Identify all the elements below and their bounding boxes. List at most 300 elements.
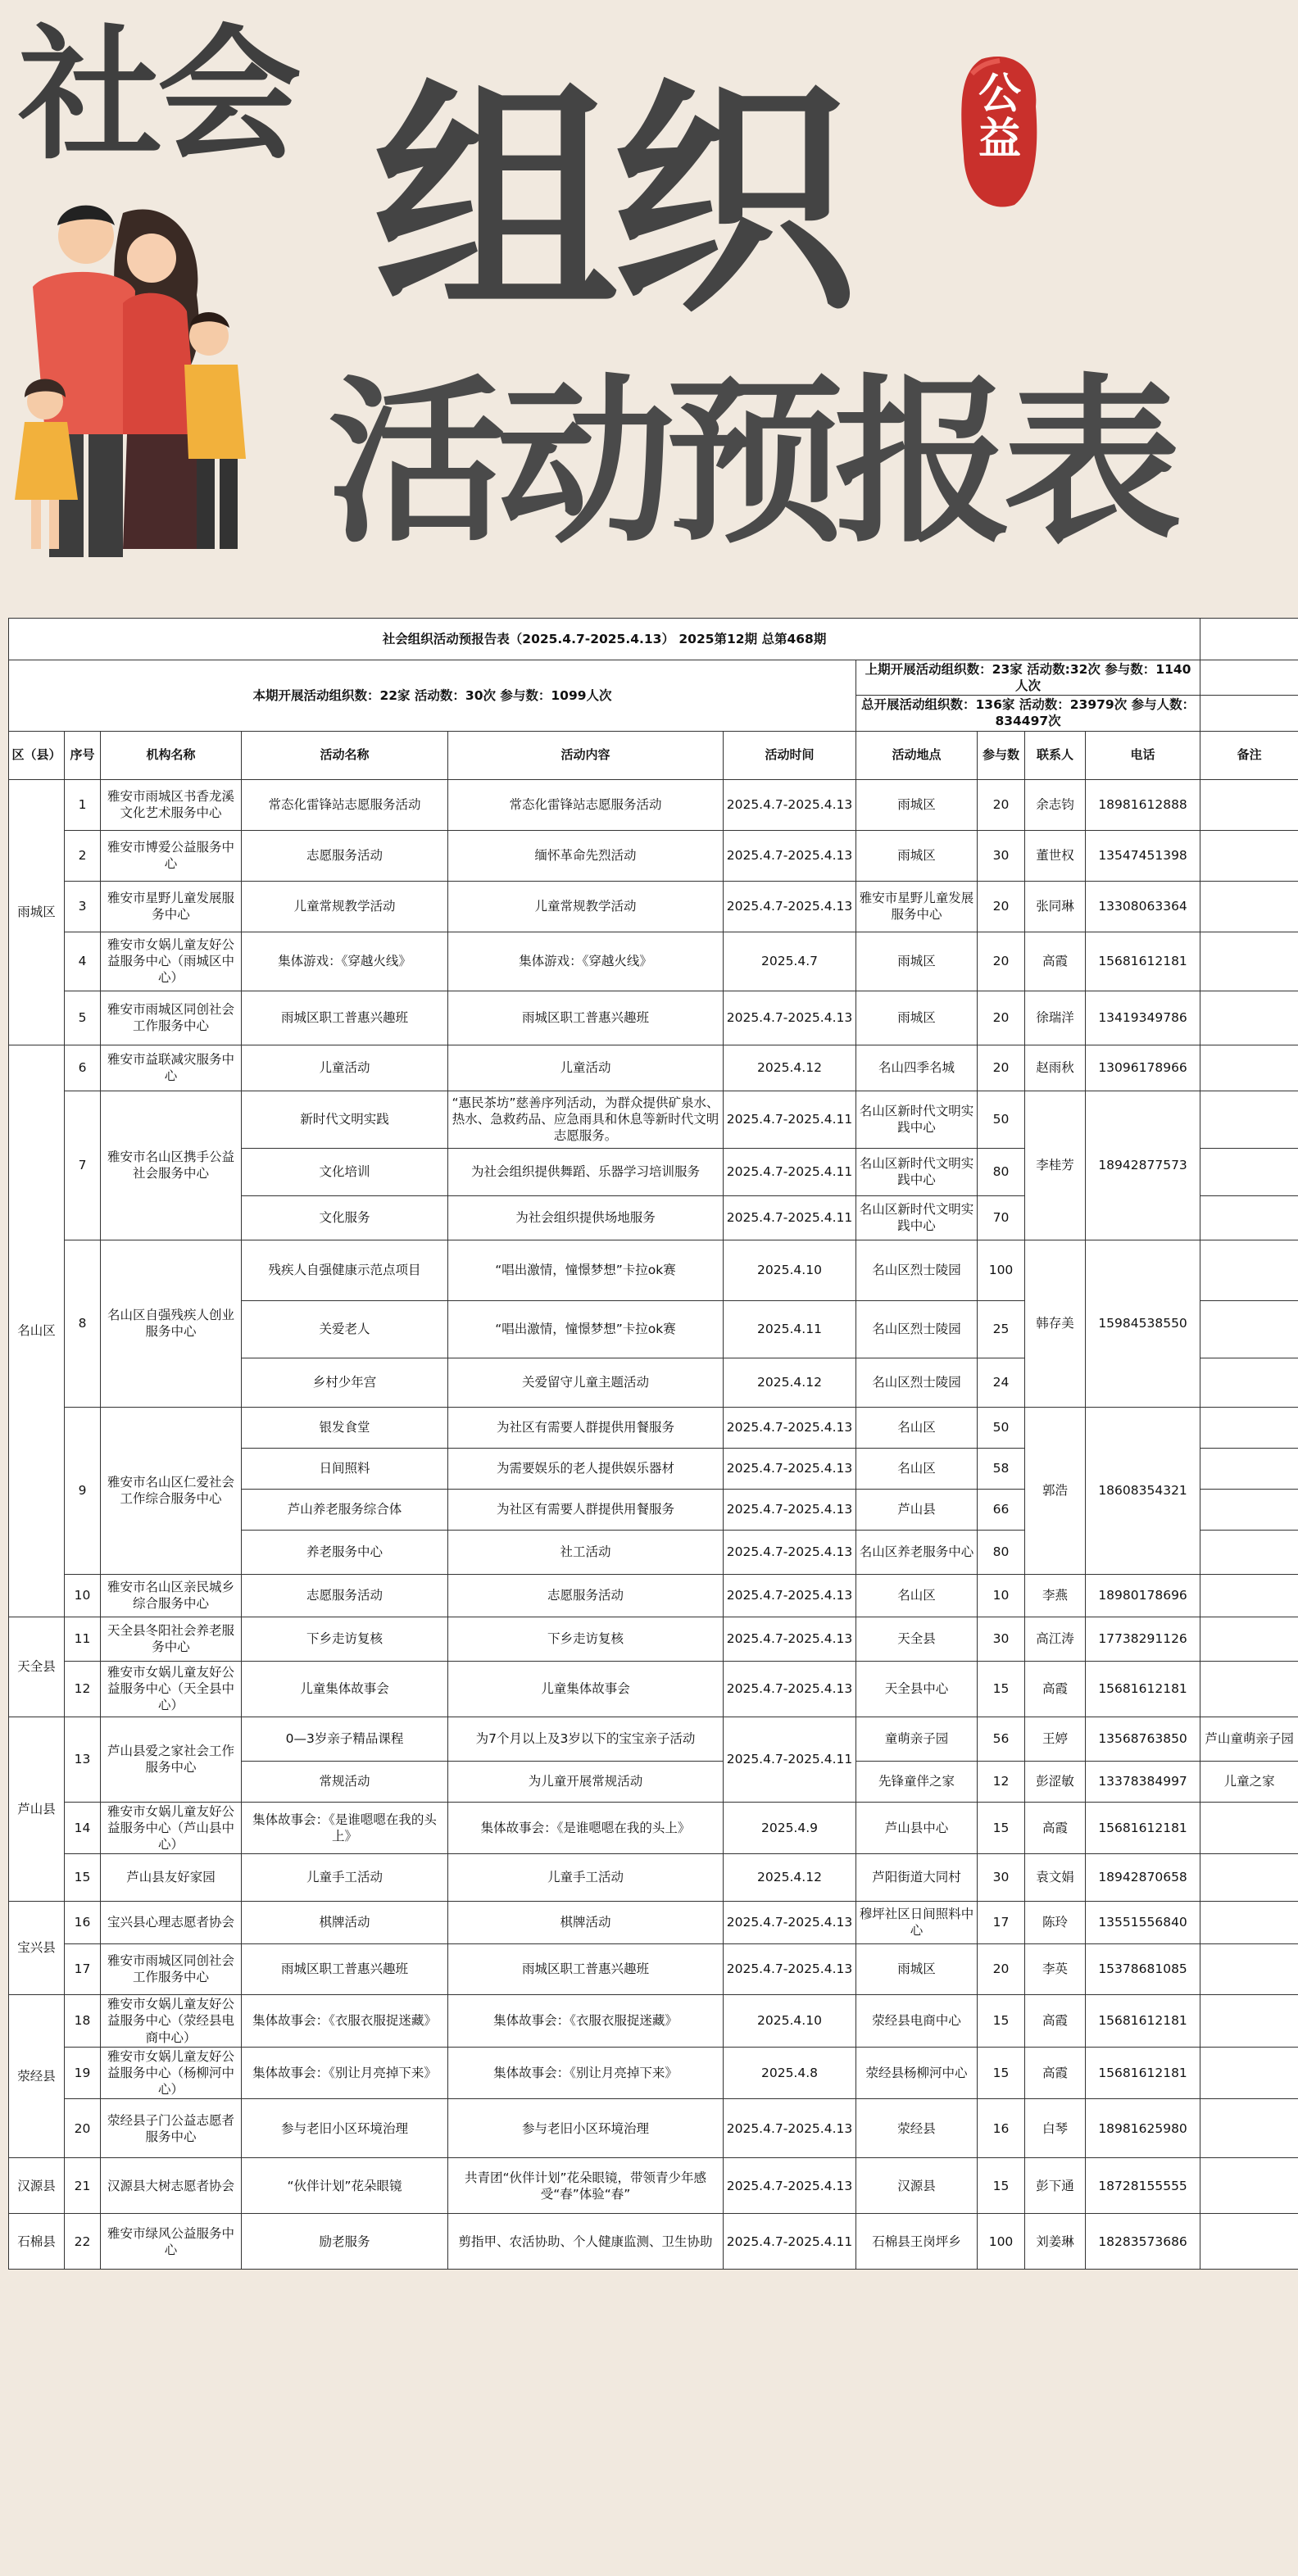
table-cell: 19	[65, 2047, 101, 2098]
table-cell: 儿童手工活动	[242, 1853, 448, 1901]
table-cell	[1200, 1617, 1298, 1661]
table-cell: 天全县	[9, 1617, 65, 1717]
table-cell: 石棉县	[9, 2214, 65, 2270]
table-cell: 雅安市女娲儿童友好公益服务中心（天全县中心）	[101, 1661, 242, 1717]
table-row	[9, 932, 1298, 991]
table-cell: 社工活动	[448, 1530, 724, 1574]
table-cell: 50	[978, 1091, 1025, 1148]
table-cell: 为需要娱乐的老人提供娱乐器材	[448, 1448, 724, 1489]
table-cell: 荥经县子门公益志愿者服务中心	[101, 2099, 242, 2158]
table-cell: 高霞	[1025, 2047, 1086, 2098]
table-cell: 李英	[1025, 1943, 1086, 1994]
table-cell: 文化服务	[242, 1195, 448, 1240]
table-cell: 30	[978, 830, 1025, 881]
table-cell: 缅怀革命先烈活动	[448, 830, 724, 881]
table-row	[9, 1943, 1298, 1994]
table-cell: 雅安市星野儿童发展服务中心	[101, 881, 242, 932]
table-cell: 天全县中心	[856, 1661, 978, 1717]
table-cell: 13547451398	[1086, 830, 1200, 881]
table-cell: 15	[978, 2047, 1025, 2098]
report-table	[8, 618, 1298, 2270]
table-cell: 雅安市名山区亲民城乡综合服务中心	[101, 1574, 242, 1617]
table-cell: 2025.4.7-2025.4.11	[724, 2214, 856, 2270]
table-cell: 童萌亲子园	[856, 1717, 978, 1761]
title-huodong-yubaobiao: 活动预报表	[328, 357, 1172, 567]
table-cell: 雅安市女娲儿童友好公益服务中心（雨城区中心）	[101, 932, 242, 991]
table-cell: 汉源县大树志愿者协会	[101, 2158, 242, 2214]
table-row	[9, 1407, 1298, 1448]
table-cell: 袁文娟	[1025, 1853, 1086, 1901]
summary-current: 本期开展活动组织数：22家 活动数：30次 参与数：1099人次	[9, 660, 856, 732]
table-cell: 3	[65, 881, 101, 932]
table-cell: 荥经县杨柳河中心	[856, 2047, 978, 2098]
table-cell: 刘姜琳	[1025, 2214, 1086, 2270]
table-cell: 王婷	[1025, 1717, 1086, 1761]
table-cell: 15681612181	[1086, 932, 1200, 991]
table-cell: 11	[65, 1617, 101, 1661]
table-cell: 名山区	[856, 1448, 978, 1489]
table-cell	[1200, 1148, 1298, 1195]
col-header: 电话	[1086, 731, 1200, 779]
table-cell: 集体故事会：《衣服衣服捉迷藏》	[448, 1994, 724, 2047]
table-cell: 荥经县	[9, 1994, 65, 2157]
table-cell: 名山区烈士陵园	[856, 1300, 978, 1358]
table-row	[9, 2214, 1298, 2270]
table-cell: 2025.4.7-2025.4.13	[724, 1617, 856, 1661]
table-cell: 2025.4.12	[724, 1045, 856, 1091]
table-cell: 穆坪社区日间照料中心	[856, 1901, 978, 1943]
table-cell	[1200, 932, 1298, 991]
table-cell: 为7个月以上及3岁以下的宝宝亲子活动	[448, 1717, 724, 1761]
table-cell: 18981625980	[1086, 2099, 1200, 2158]
table-cell: 56	[978, 1717, 1025, 1761]
table-cell: 雨城区职工普惠兴趣班	[448, 1943, 724, 1994]
table-header-row	[9, 731, 1298, 779]
table-cell: 雨城区	[856, 830, 978, 881]
table-cell: 荥经县	[856, 2099, 978, 2158]
table-cell: 励老服务	[242, 2214, 448, 2270]
table-cell: 荥经县电商中心	[856, 1994, 978, 2047]
table-cell: 13096178966	[1086, 1045, 1200, 1091]
table-cell: 为社会组织提供舞蹈、乐器学习培训服务	[448, 1148, 724, 1195]
family-illustration-icon	[0, 188, 279, 565]
table-row	[9, 1901, 1298, 1943]
table-row	[9, 1717, 1298, 1761]
table-cell: 2025.4.7-2025.4.13	[724, 2099, 856, 2158]
table-cell: 2025.4.7-2025.4.11	[724, 1148, 856, 1195]
table-cell: 10	[978, 1574, 1025, 1617]
col-header: 序号	[65, 731, 101, 779]
table-row	[9, 1045, 1298, 1091]
table-cell: 2025.4.7-2025.4.11	[724, 1195, 856, 1240]
table-cell: 17	[978, 1901, 1025, 1943]
table-cell: 2025.4.7-2025.4.13	[724, 779, 856, 830]
table-row	[9, 1617, 1298, 1661]
table-cell: 100	[978, 2214, 1025, 2270]
table-cell: 20	[65, 2099, 101, 2158]
table-cell: 13419349786	[1086, 991, 1200, 1045]
table-cell: 20	[978, 881, 1025, 932]
table-cell: 先锋童伴之家	[856, 1761, 978, 1802]
table-cell: 0—3岁亲子精品课程	[242, 1717, 448, 1761]
table-cell: 18	[65, 1994, 101, 2047]
table-cell	[1200, 2047, 1298, 2098]
table-cell: 雅安市绿风公益服务中心	[101, 2214, 242, 2270]
table-cell: 为社会组织提供场地服务	[448, 1195, 724, 1240]
table-cell: 为社区有需要人群提供用餐服务	[448, 1407, 724, 1448]
table-cell: 名山区	[856, 1574, 978, 1617]
table-row	[9, 2047, 1298, 2098]
table-row	[9, 1853, 1298, 1901]
table-cell: 20	[978, 1943, 1025, 1994]
table-cell: 雨城区	[856, 779, 978, 830]
table-cell: 13568763850	[1086, 1717, 1200, 1761]
table-cell: 80	[978, 1148, 1025, 1195]
table-cell: 高江涛	[1025, 1617, 1086, 1661]
table-cell: 雨城区职工普惠兴趣班	[242, 1943, 448, 1994]
table-cell	[1200, 1489, 1298, 1530]
table-cell: “惠民茶坊”慈善序列活动，为群众提供矿泉水、热水、急救药品、应急雨具和休息等新时代文明志愿服务。	[448, 1091, 724, 1148]
table-cell: 2025.4.7-2025.4.13	[724, 1407, 856, 1448]
col-header: 参与数	[978, 731, 1025, 779]
table-cell: 雅安市益联减灾服务中心	[101, 1045, 242, 1091]
table-cell: 雅安市雨城区同创社会工作服务中心	[101, 991, 242, 1045]
table-row	[9, 1802, 1298, 1853]
table-cell: 名山区烈士陵园	[856, 1358, 978, 1407]
table-row	[9, 2099, 1298, 2158]
table-cell: 16	[65, 1901, 101, 1943]
table-cell: 名山区新时代文明实践中心	[856, 1195, 978, 1240]
table-cell: 李燕	[1025, 1574, 1086, 1617]
table-cell: 18980178696	[1086, 1574, 1200, 1617]
table-cell	[1200, 1091, 1298, 1148]
table-cell: 雅安市雨城区同创社会工作服务中心	[101, 1943, 242, 1994]
table-cell: 15	[978, 1661, 1025, 1717]
table-cell: 10	[65, 1574, 101, 1617]
summary-last: 上期开展活动组织数：23家 活动数:32次 参与数：1140人次	[856, 660, 1200, 696]
table-cell: 20	[978, 932, 1025, 991]
table-cell: 15	[978, 1994, 1025, 2047]
table-cell: 集体故事会：《是谁嗯嗯在我的头上》	[448, 1802, 724, 1853]
table-cell: 18942870658	[1086, 1853, 1200, 1901]
table-cell: 雅安市女娲儿童友好公益服务中心（芦山县中心）	[101, 1802, 242, 1853]
table-cell: 80	[978, 1530, 1025, 1574]
table-cell: 雨城区职工普惠兴趣班	[448, 991, 724, 1045]
table-cell: 余志钧	[1025, 779, 1086, 830]
table-cell: 银发食堂	[242, 1407, 448, 1448]
table-cell: 志愿服务活动	[448, 1574, 724, 1617]
table-cell: 15984538550	[1086, 1240, 1200, 1407]
table-cell: 2025.4.7-2025.4.13	[724, 1901, 856, 1943]
table-cell: 关爱留守儿童主题活动	[448, 1358, 724, 1407]
table-cell: 雨城区	[856, 932, 978, 991]
table-cell: 30	[978, 1617, 1025, 1661]
table-cell: 高霞	[1025, 1994, 1086, 2047]
table-cell	[1200, 1240, 1298, 1300]
table-cell: 董世权	[1025, 830, 1086, 881]
table-cell: 芦山童萌亲子园	[1200, 1717, 1298, 1761]
table-cell: 12	[65, 1661, 101, 1717]
table-cell: 2025.4.7-2025.4.13	[724, 881, 856, 932]
table-cell: 棋牌活动	[242, 1901, 448, 1943]
table-cell: 日间照料	[242, 1448, 448, 1489]
table-cell	[1200, 2099, 1298, 2158]
table-cell: 15	[65, 1853, 101, 1901]
table-cell: 儿童常规教学活动	[242, 881, 448, 932]
table-cell: 共青团“伙伴计划”花朵眼镜，带领青少年感受“春”体验“春”	[448, 2158, 724, 2214]
table-cell: 24	[978, 1358, 1025, 1407]
table-cell: 2025.4.8	[724, 2047, 856, 2098]
table-cell: “唱出激情，憧憬梦想”卡拉ok赛	[448, 1300, 724, 1358]
table-cell: 集体游戏：《穿越火线》	[242, 932, 448, 991]
table-cell: 雨城区	[856, 991, 978, 1045]
table-cell: 7	[65, 1091, 101, 1240]
table-cell: 名山四季名城	[856, 1045, 978, 1091]
table-cell: 芦山县	[9, 1717, 65, 1901]
table-cell: 100	[978, 1240, 1025, 1300]
table-cell: 4	[65, 932, 101, 991]
table-cell	[1200, 1853, 1298, 1901]
table-cell: 彭涩敏	[1025, 1761, 1086, 1802]
table-cell: 5	[65, 991, 101, 1045]
table-cell: 15	[978, 2158, 1025, 2214]
table-cell	[1200, 1045, 1298, 1091]
table-cell: 雅安市名山区携手公益社会服务中心	[101, 1091, 242, 1240]
col-header: 区（县）	[9, 731, 65, 779]
table-cell: 宝兴县心理志愿者协会	[101, 1901, 242, 1943]
table-cell: 2025.4.11	[724, 1300, 856, 1358]
table-cell: 集体故事会：《别让月亮掉下来》	[242, 2047, 448, 2098]
table-cell: 汉源县	[856, 2158, 978, 2214]
table-cell: 高霞	[1025, 1802, 1086, 1853]
table-cell: 常态化雷锋站志愿服务活动	[242, 779, 448, 830]
table-cell: “唱出激情，憧憬梦想”卡拉ok赛	[448, 1240, 724, 1300]
table-cell: 58	[978, 1448, 1025, 1489]
table-row	[9, 1574, 1298, 1617]
table-cell: 下乡走访复核	[242, 1617, 448, 1661]
table-cell: 雅安市雨城区书香龙溪文化艺术服务中心	[101, 779, 242, 830]
table-cell: 关爱老人	[242, 1300, 448, 1358]
table-cell: 15681612181	[1086, 1802, 1200, 1853]
table-cell	[1200, 1574, 1298, 1617]
table-cell	[1200, 1802, 1298, 1853]
table-cell: 20	[978, 991, 1025, 1045]
table-cell	[1200, 1448, 1298, 1489]
table-cell: 20	[978, 779, 1025, 830]
table-cell: 乡村少年宫	[242, 1358, 448, 1407]
table-cell: 名山区	[9, 1045, 65, 1617]
table-cell: 集体故事会：《衣服衣服捉迷藏》	[242, 1994, 448, 2047]
table-cell: 彭下通	[1025, 2158, 1086, 2214]
table-cell: 高霞	[1025, 1661, 1086, 1717]
table-cell: 18981612888	[1086, 779, 1200, 830]
table-cell: 常规活动	[242, 1761, 448, 1802]
table-cell: 70	[978, 1195, 1025, 1240]
table-cell: 韩存美	[1025, 1240, 1086, 1407]
table-cell: 剪指甲、农活协助、个人健康监测、卫生协助	[448, 2214, 724, 2270]
table-cell: 9	[65, 1407, 101, 1574]
table-cell: 名山区	[856, 1407, 978, 1448]
table-cell: 常态化雷锋站志愿服务活动	[448, 779, 724, 830]
table-cell: 雅安市名山区仁爱社会工作综合服务中心	[101, 1407, 242, 1574]
table-cell: 儿童集体故事会	[448, 1661, 724, 1717]
table-cell	[1200, 991, 1298, 1045]
table-cell: 2025.4.12	[724, 1358, 856, 1407]
table-cell	[1200, 1358, 1298, 1407]
table-cell: 2025.4.7-2025.4.11	[724, 1717, 856, 1802]
seal-text: 公益	[978, 69, 1021, 164]
table-cell: 16	[978, 2099, 1025, 2158]
col-header: 备注	[1200, 731, 1298, 779]
table-cell: 8	[65, 1240, 101, 1407]
table-cell: 芦山县友好家园	[101, 1853, 242, 1901]
table-cell: 25	[978, 1300, 1025, 1358]
table-body	[9, 779, 1298, 2270]
table-cell	[1200, 1994, 1298, 2047]
table-cell: 20	[978, 1045, 1025, 1091]
table-cell: 儿童之家	[1200, 1761, 1298, 1802]
table-cell: 12	[978, 1761, 1025, 1802]
table-cell: 志愿服务活动	[242, 1574, 448, 1617]
table-cell	[1200, 1530, 1298, 1574]
table-cell	[1200, 881, 1298, 932]
table-cell: 名山区新时代文明实践中心	[856, 1091, 978, 1148]
table-cell: 18728155555	[1086, 2158, 1200, 2214]
table-cell: 儿童活动	[242, 1045, 448, 1091]
table-cell	[1200, 1943, 1298, 1994]
col-header: 联系人	[1025, 731, 1086, 779]
table-cell: 白琴	[1025, 2099, 1086, 2158]
table-cell	[1200, 1407, 1298, 1448]
table-cell: 雨城区	[9, 779, 65, 1045]
table-cell: 17738291126	[1086, 1617, 1200, 1661]
table-cell: 名山区烈士陵园	[856, 1240, 978, 1300]
table-cell: 芦山县爱之家社会工作服务中心	[101, 1717, 242, 1802]
table-cell: 高霞	[1025, 932, 1086, 991]
table-cell: 17	[65, 1943, 101, 1994]
table-row	[9, 1240, 1298, 1300]
table-cell: 雅安市博爱公益服务中心	[101, 830, 242, 881]
table-cell: 名山区自强残疾人创业服务中心	[101, 1240, 242, 1407]
table-cell: 雅安市星野儿童发展服务中心	[856, 881, 978, 932]
table-cell: 汉源县	[9, 2158, 65, 2214]
table-cell: 2025.4.7-2025.4.13	[724, 991, 856, 1045]
table-cell	[1200, 1195, 1298, 1240]
table-cell: 儿童活动	[448, 1045, 724, 1091]
table-cell: 6	[65, 1045, 101, 1091]
table-cell: 养老服务中心	[242, 1530, 448, 1574]
col-header: 活动时间	[724, 731, 856, 779]
table-cell: “伙伴计划”花朵眼镜	[242, 2158, 448, 2214]
table-cell: 15681612181	[1086, 2047, 1200, 2098]
table-cell: 芦阳街道大同村	[856, 1853, 978, 1901]
table-cell: 66	[978, 1489, 1025, 1530]
table-cell: 18942877573	[1086, 1091, 1200, 1240]
table-cell: 新时代文明实践	[242, 1091, 448, 1148]
table-cell: 13551556840	[1086, 1901, 1200, 1943]
table-cell: 30	[978, 1853, 1025, 1901]
table-cell: 名山区新时代文明实践中心	[856, 1148, 978, 1195]
table-cell: 2025.4.7-2025.4.13	[724, 830, 856, 881]
title-shehui: 社会	[18, 10, 297, 179]
table-cell: 赵雨秋	[1025, 1045, 1086, 1091]
table-cell: 18283573686	[1086, 2214, 1200, 2270]
table-row	[9, 991, 1298, 1045]
col-header: 机构名称	[101, 731, 242, 779]
table-cell: 郭浩	[1025, 1407, 1086, 1574]
table-cell: 芦山县	[856, 1489, 978, 1530]
report-title: 社会组织活动预报告表（2025.4.7-2025.4.13） 2025第12期 总第468期	[9, 619, 1200, 660]
table-cell: 棋牌活动	[448, 1901, 724, 1943]
hero-banner	[0, 0, 1298, 606]
table-cell	[1200, 2214, 1298, 2270]
table-cell: 15	[978, 1802, 1025, 1853]
col-header: 活动地点	[856, 731, 978, 779]
table-cell: 2025.4.7-2025.4.13	[724, 1661, 856, 1717]
table-cell: 李桂芳	[1025, 1091, 1086, 1240]
table-cell: 2025.4.7	[724, 932, 856, 991]
table-cell: 2025.4.7-2025.4.13	[724, 1489, 856, 1530]
table-cell: 天全县	[856, 1617, 978, 1661]
table-cell: 参与老旧小区环境治理	[448, 2099, 724, 2158]
table-cell: 为儿童开展常规活动	[448, 1761, 724, 1802]
table-cell: 集体游戏：《穿越火线》	[448, 932, 724, 991]
table-cell	[1200, 830, 1298, 881]
table-cell: 2025.4.7-2025.4.13	[724, 1943, 856, 1994]
table-cell: 雨城区	[856, 1943, 978, 1994]
table-cell: 下乡走访复核	[448, 1617, 724, 1661]
table-cell: 儿童常规教学活动	[448, 881, 724, 932]
table-cell: 22	[65, 2214, 101, 2270]
table-cell	[1200, 1901, 1298, 1943]
table-cell	[1200, 779, 1298, 830]
table-cell: 张同琳	[1025, 881, 1086, 932]
table-cell: 2	[65, 830, 101, 881]
col-header: 活动内容	[448, 731, 724, 779]
table-cell: 2025.4.10	[724, 1994, 856, 2047]
table-cell: 15681612181	[1086, 1661, 1200, 1717]
table-cell: 13308063364	[1086, 881, 1200, 932]
title-zuzhi: 组织	[373, 56, 848, 345]
table-cell: 儿童集体故事会	[242, 1661, 448, 1717]
table-cell: 2025.4.12	[724, 1853, 856, 1901]
table-cell: 21	[65, 2158, 101, 2214]
table-row	[9, 881, 1298, 932]
summary-total: 总开展活动组织数：136家 活动数：23979次 参与人数：834497次	[856, 696, 1200, 731]
table-cell	[1200, 1300, 1298, 1358]
table-cell: 儿童手工活动	[448, 1853, 724, 1901]
table-cell: 石棉县王岗坪乡	[856, 2214, 978, 2270]
table-cell: 15378681085	[1086, 1943, 1200, 1994]
table-cell	[1200, 2158, 1298, 2214]
col-header: 活动名称	[242, 731, 448, 779]
table-cell: 雅安市女娲儿童友好公益服务中心（荥经县电商中心）	[101, 1994, 242, 2047]
table-cell: 残疾人自强健康示范点项目	[242, 1240, 448, 1300]
table-row	[9, 1994, 1298, 2047]
table-row	[9, 2158, 1298, 2214]
table-cell: 集体故事会：《别让月亮掉下来》	[448, 2047, 724, 2098]
table-cell: 1	[65, 779, 101, 830]
table-cell: 2025.4.10	[724, 1240, 856, 1300]
report-table-container	[8, 618, 1298, 2270]
table-cell: 宝兴县	[9, 1901, 65, 1994]
table-cell: 14	[65, 1802, 101, 1853]
table-cell: 13	[65, 1717, 101, 1802]
table-cell: 天全县冬阳社会养老服务中心	[101, 1617, 242, 1661]
table-cell: 18608354321	[1086, 1407, 1200, 1574]
table-cell: 2025.4.7-2025.4.11	[724, 1091, 856, 1148]
table-cell: 2025.4.9	[724, 1802, 856, 1853]
